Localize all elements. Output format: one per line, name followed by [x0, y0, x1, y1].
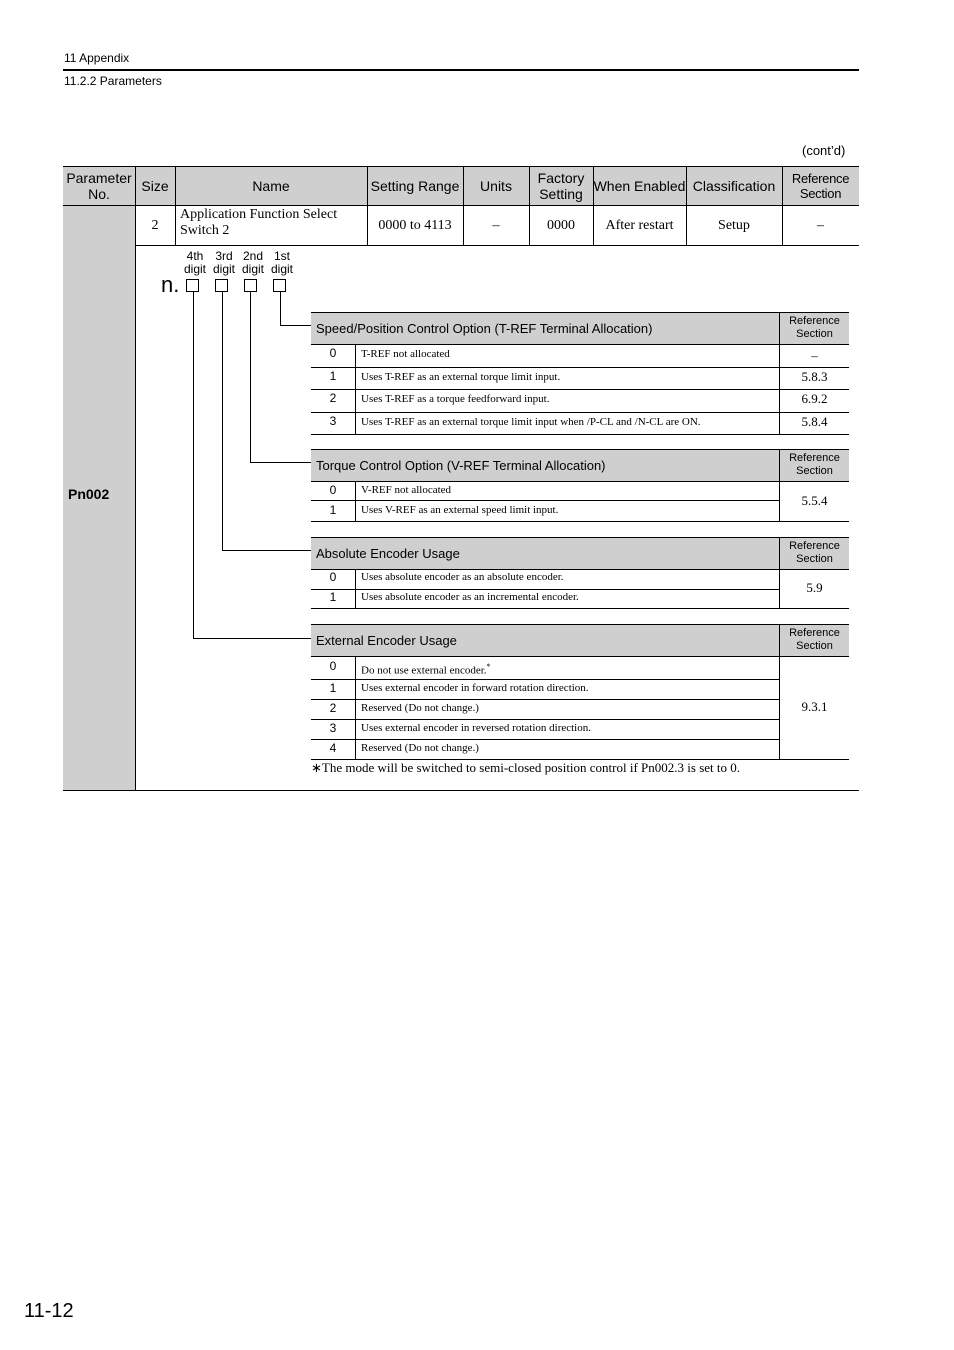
col-header-setting-range: Setting Range — [367, 166, 463, 206]
border — [355, 481, 356, 522]
option-ref: 9.3.1 — [801, 699, 828, 714]
param-no: Pn002 — [68, 486, 110, 502]
digit-box-4th — [186, 279, 199, 292]
option-code: 2 — [329, 391, 337, 405]
setting-range-value: 0000 to 4113 — [378, 217, 452, 233]
option-desc: Uses V-REF as an external speed limit input. — [361, 504, 559, 516]
border — [311, 521, 849, 522]
border — [779, 449, 780, 522]
col-header-size: Size — [135, 166, 175, 206]
option-desc: Uses external encoder in reversed rotation direction. — [361, 722, 591, 734]
group-title: Torque Control Option (V-REF Terminal Allocation) — [311, 449, 780, 481]
header-rule — [63, 69, 859, 71]
footnote: ∗The mode will be switched to semi-closed position control if Pn002.3 is set to 0. — [311, 760, 741, 775]
section-header: 11.2.2 Parameters — [64, 74, 162, 88]
option-desc: T-REF not allocated — [361, 348, 450, 360]
option-desc: Uses T-REF as a torque feedforward input. — [361, 393, 550, 405]
option-desc: Uses absolute encoder as an incremental encoder. — [361, 591, 579, 603]
border — [311, 344, 849, 345]
col-header-classification: Classification — [686, 166, 782, 206]
col-header-name: Name — [175, 166, 367, 206]
option-desc: Uses T-REF as an external torque limit input when /P-CL and /N-CL are ON. — [361, 416, 701, 428]
digit-box-1st — [273, 279, 286, 292]
contd-label: (cont’d) — [802, 143, 846, 158]
col-divider — [135, 166, 136, 790]
option-desc-text: Do not use external encoder. — [361, 664, 487, 677]
col-divider — [463, 166, 464, 245]
border — [779, 537, 780, 609]
reference-value: – — [817, 217, 824, 233]
connector-line — [280, 292, 281, 326]
ref-header: Reference Section — [780, 624, 849, 656]
footnote-mark: * — [486, 662, 491, 671]
border — [355, 656, 356, 760]
table-top-border — [63, 166, 859, 167]
option-code: 4 — [329, 741, 337, 755]
connector-line — [193, 292, 194, 639]
connector-line — [222, 550, 311, 551]
option-desc: Uses external encoder in forward rotation direction. — [361, 682, 589, 694]
col-header-units: Units — [463, 166, 529, 206]
border — [311, 500, 780, 501]
border — [311, 589, 780, 590]
border — [311, 389, 849, 390]
param-name: Application Function Select Switch 2 — [180, 207, 338, 238]
option-code: 1 — [329, 590, 337, 604]
ref-header: Reference Section — [780, 312, 849, 344]
group-title: Absolute Encoder Usage — [311, 537, 780, 569]
border — [311, 367, 849, 368]
ref-header: Reference Section — [780, 537, 849, 569]
option-code: 0 — [329, 570, 337, 584]
border — [311, 739, 780, 740]
col-divider — [367, 166, 368, 245]
option-ref: 5.5.4 — [801, 493, 828, 508]
option-desc — [361, 662, 491, 677]
col-divider — [175, 166, 176, 245]
table-row-border — [135, 245, 859, 246]
option-desc: Reserved (Do not change.) — [361, 742, 479, 754]
connector-line — [280, 325, 311, 326]
connector-line — [222, 292, 223, 551]
digit-box-2nd — [244, 279, 257, 292]
classification-value: Setup — [718, 217, 750, 233]
col-header-factory-setting: Factory Setting — [529, 166, 593, 206]
option-code: 0 — [329, 483, 337, 497]
col-divider — [593, 166, 594, 245]
col-header-when-enabled: When Enabled — [593, 166, 686, 206]
factory-setting-value: 0000 — [547, 217, 575, 233]
option-code: 3 — [329, 721, 337, 735]
option-ref: – — [811, 348, 818, 363]
col-divider — [686, 166, 687, 245]
ref-header: Reference Section — [780, 449, 849, 481]
border — [311, 679, 780, 680]
border — [311, 656, 849, 657]
option-desc: V-REF not allocated — [361, 484, 452, 496]
option-code: 3 — [329, 414, 337, 428]
option-code: 0 — [329, 346, 337, 360]
units-value: – — [492, 217, 500, 233]
option-code: 0 — [329, 659, 337, 673]
option-code: 1 — [329, 369, 337, 383]
option-ref: 6.9.2 — [801, 391, 828, 406]
digit-label-4th: 4th digit — [183, 249, 206, 276]
n-prefix: n. — [161, 272, 180, 297]
border — [311, 624, 849, 625]
connector-line — [250, 462, 311, 463]
table-header-border — [63, 205, 859, 206]
option-code: 2 — [329, 701, 337, 715]
col-header-parameter-no: Parameter No. — [63, 166, 135, 206]
size-value: 2 — [151, 217, 159, 233]
option-desc: Uses T-REF as an external torque limit input. — [361, 371, 561, 383]
table-bottom-border — [63, 790, 859, 791]
border — [311, 312, 849, 313]
col-header-reference-section: Reference Section — [782, 166, 859, 206]
group-title: Speed/Position Control Option (T-REF Terminal Allocation) — [311, 312, 780, 344]
connector-line — [193, 638, 311, 639]
digit-label-1st: 1st digit — [270, 249, 293, 276]
option-ref: 5.8.3 — [801, 369, 828, 384]
border — [311, 449, 849, 450]
border — [311, 537, 849, 538]
border — [311, 699, 780, 700]
digit-label-3rd: 3rd digit — [212, 249, 235, 276]
digit-label-2nd: 2nd digit — [241, 249, 264, 276]
border — [311, 412, 849, 413]
option-desc: Uses absolute encoder as an absolute encoder. — [361, 571, 564, 583]
connector-line — [250, 292, 251, 463]
digit-box-3rd — [215, 279, 228, 292]
border — [311, 719, 780, 720]
border — [311, 569, 849, 570]
when-enabled-value: After restart — [605, 217, 674, 233]
chapter-header: 11 Appendix — [64, 51, 130, 65]
option-desc: Reserved (Do not change.) — [361, 702, 479, 714]
border — [311, 481, 849, 482]
col-divider — [529, 166, 530, 245]
border — [311, 608, 849, 609]
border — [311, 434, 849, 435]
option-code: 1 — [329, 503, 337, 517]
option-ref: 5.9 — [806, 580, 823, 595]
option-ref: 5.8.4 — [801, 414, 828, 429]
group-title: External Encoder Usage — [311, 624, 780, 656]
page-number: 11-12 — [24, 1300, 74, 1322]
option-code: 1 — [329, 681, 337, 695]
col-divider — [782, 166, 783, 245]
